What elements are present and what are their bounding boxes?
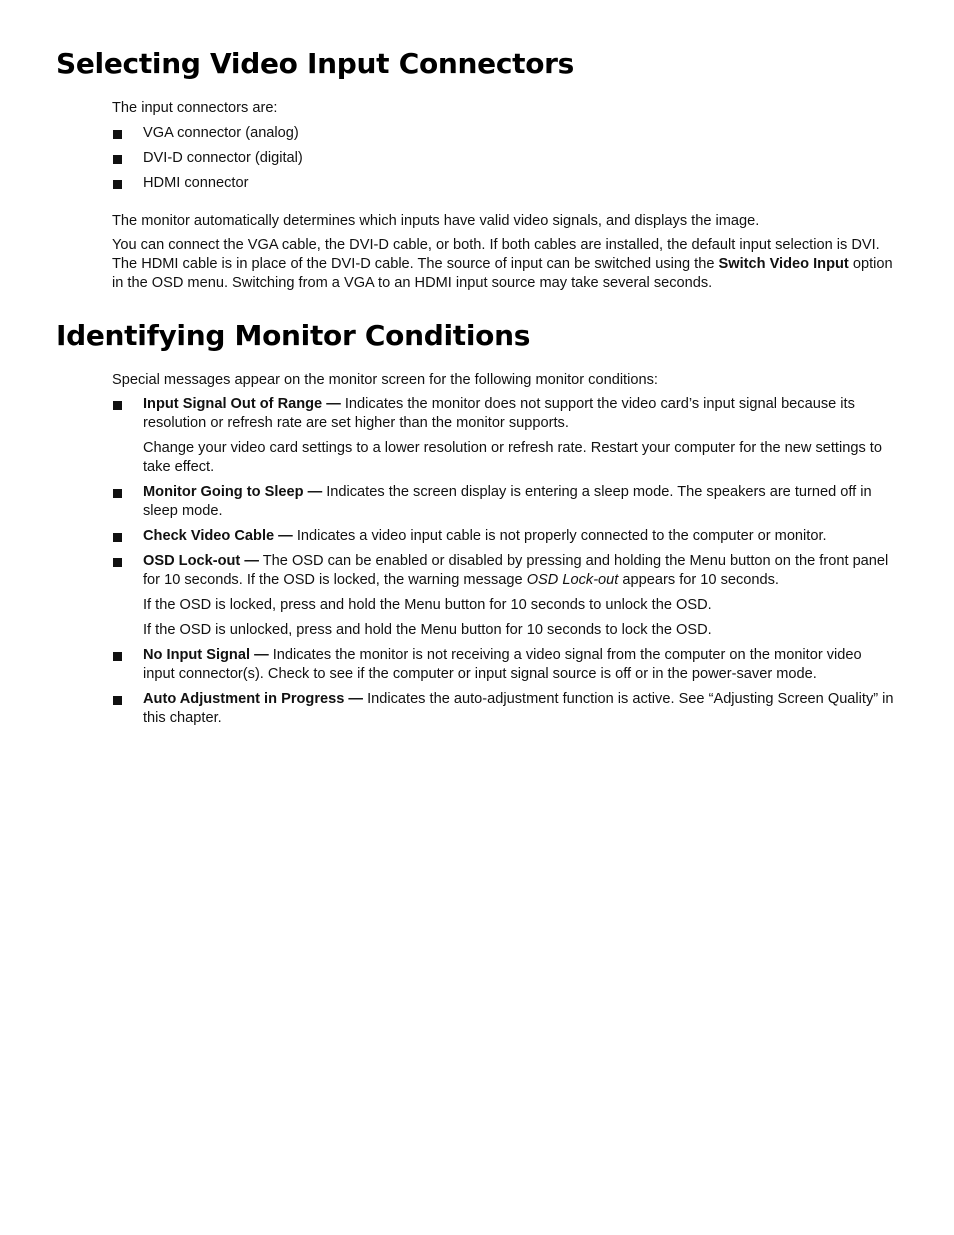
condition-text: The OSD can be enabled or disabled by pressing and holding the Menu button on the front panel for 10 seconds. If the OSD is locked, the warning message [143, 553, 889, 588]
osd-lockout-message: OSD Lock-out [526, 572, 619, 588]
condition-term: Auto Adjustment in Progress — [143, 691, 364, 707]
section-video-input-body [112, 99, 897, 293]
condition-text: Indicates a video input cable is not properly connected to the computer or monitor. [292, 528, 827, 544]
condition-followup: Change your video card settings to a lower resolution or refresh rate. Restart your computer for the new settings to take effect. [143, 440, 882, 475]
condition-term: OSD Lock-out — [143, 553, 259, 569]
switch-video-input-term: Switch Video Input [718, 256, 849, 272]
list-item-vga [112, 124, 897, 143]
condition-term: Check Video Cable — [143, 528, 293, 544]
condition-text: appears for 10 seconds. [618, 572, 779, 588]
square-bullet-icon [113, 489, 122, 498]
condition-text: Indicates the monitor is not receiving a video signal from the computer on the monitor video input connector(s). Check to see if the computer or input signal source is off or in the power-saver mode. [143, 647, 862, 682]
list-item-text: DVI-D connector (digital) [143, 150, 303, 166]
list-item-text: HDMI connector [143, 175, 249, 191]
condition-text: Indicates the auto-adjustment function is active. See “Adjusting Screen Quality” in this chapter. [143, 691, 894, 726]
square-bullet-icon [113, 533, 122, 542]
section-heading-video-input: Selecting Video Input Connectors [56, 47, 575, 80]
conditions-intro: Special messages appear on the monitor screen for the following monitor conditions: [112, 372, 658, 388]
condition-followup: If the OSD is unlocked, press and hold the Menu button for 10 seconds to lock the OSD. [143, 622, 712, 638]
condition-auto-adjustment [112, 690, 897, 728]
square-bullet-icon [113, 130, 122, 139]
condition-osd-lockout [112, 552, 897, 590]
square-bullet-icon [113, 558, 122, 567]
paragraph-auto-detect: The monitor automatically determines which inputs have valid video signals, and displays the image. [112, 213, 760, 229]
condition-term: Input Signal Out of Range — [143, 396, 341, 412]
section-monitor-conditions-body [112, 371, 897, 728]
condition-term: No Input Signal — [143, 647, 269, 663]
square-bullet-icon [113, 401, 122, 410]
paragraph-text: option in the OSD menu. Switching from a VGA to an HDMI input source may take several seconds. [112, 256, 893, 291]
paragraph-cable-options [112, 236, 897, 293]
square-bullet-icon [113, 155, 122, 164]
condition-check-video-cable [112, 527, 897, 546]
list-item-hdmi [112, 174, 897, 193]
condition-term: Monitor Going to Sleep — [143, 484, 323, 500]
square-bullet-icon [113, 696, 122, 705]
list-item-text: VGA connector (analog) [143, 125, 299, 141]
section-heading-monitor-conditions: Identifying Monitor Conditions [56, 319, 531, 352]
list-item-dvi [112, 149, 897, 168]
condition-text: Indicates the screen display is entering a sleep mode. The speakers are turned off in sleep mode. [143, 484, 872, 519]
connectors-intro: The input connectors are: [112, 100, 278, 116]
condition-no-input-signal [112, 646, 897, 684]
condition-followup: If the OSD is locked, press and hold the Menu button for 10 seconds to unlock the OSD. [143, 597, 712, 613]
paragraph-text: You can connect the VGA cable, the DVI-D cable, or both. If both cables are installed, the default input selection is DVI. The HDMI cable is in place of the DVI-D cable. The source of input can be switched using the [112, 237, 880, 272]
condition-text: Indicates the monitor does not support the video card’s input signal because its resolution or refresh rate are set higher than the monitor supports. [143, 396, 855, 431]
square-bullet-icon [113, 652, 122, 661]
condition-input-out-of-range [112, 395, 897, 433]
square-bullet-icon [113, 180, 122, 189]
condition-going-to-sleep [112, 483, 897, 521]
